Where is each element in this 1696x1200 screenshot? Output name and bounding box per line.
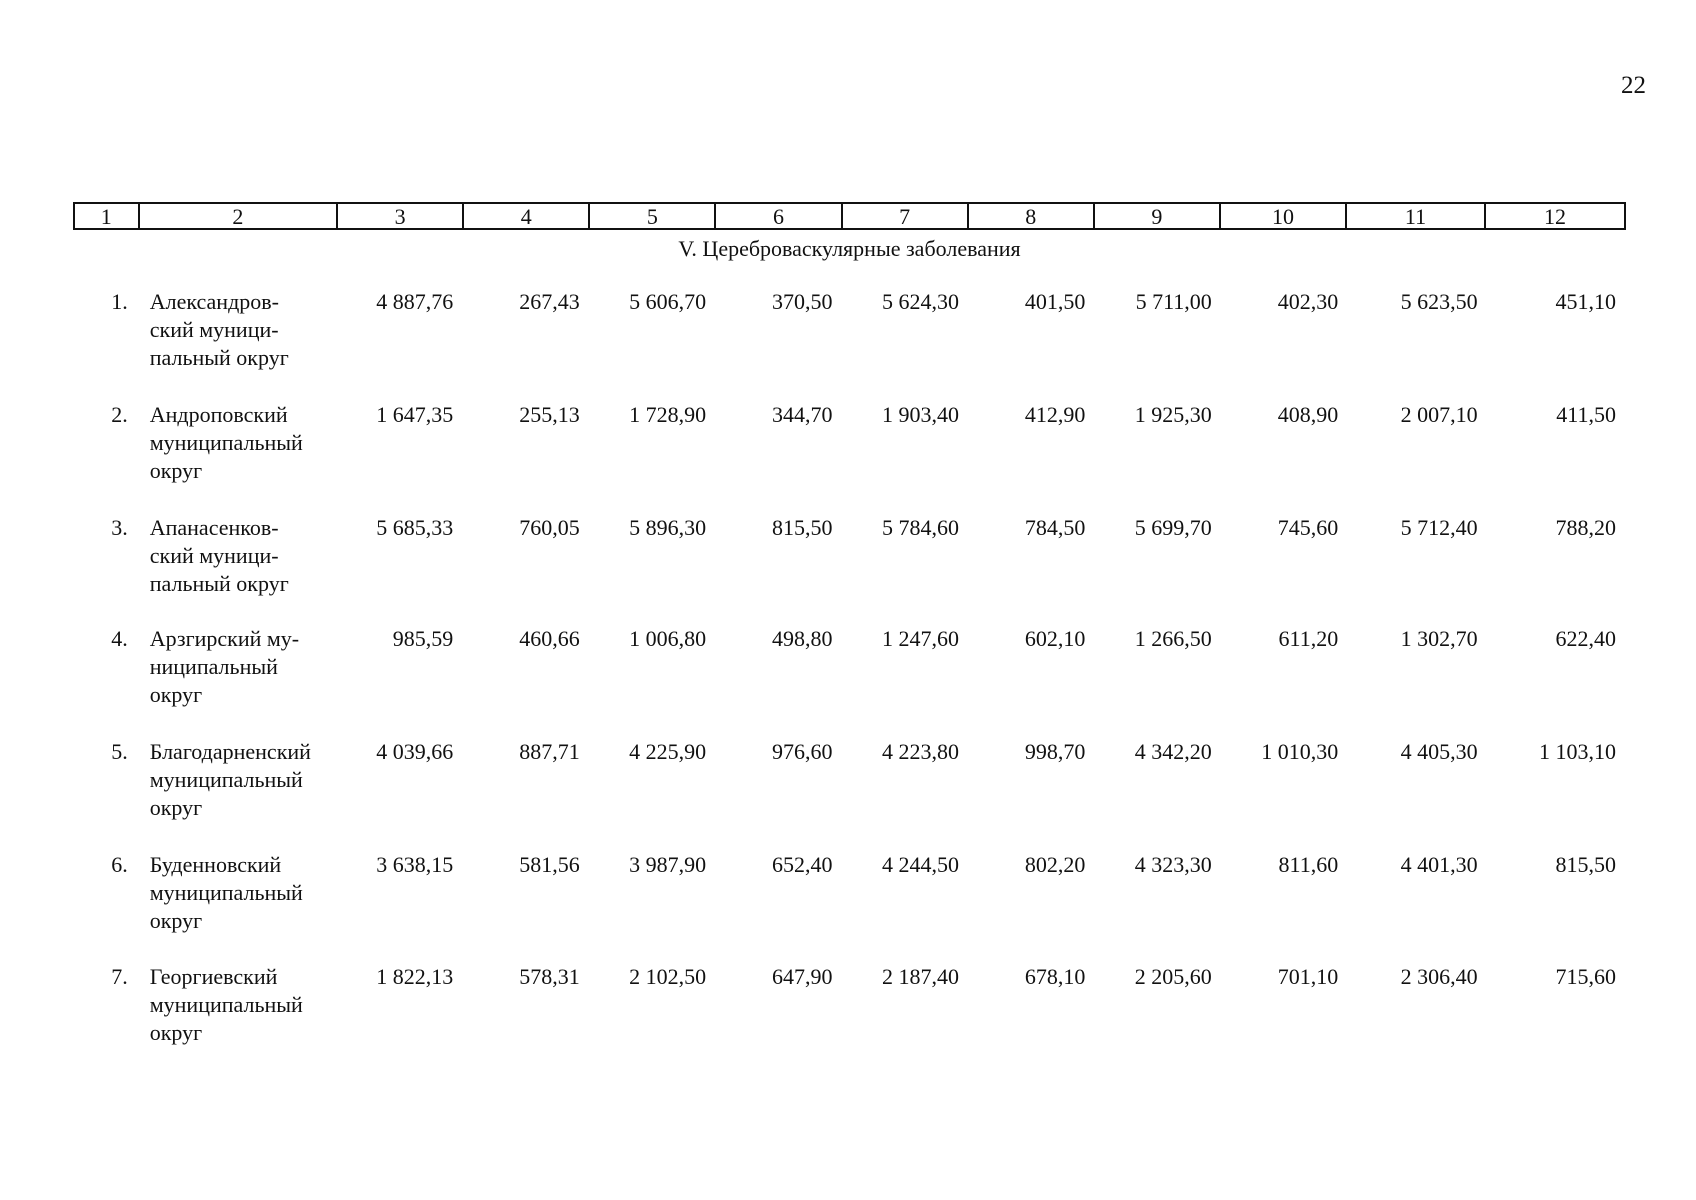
district-name-line: муниципальный	[149, 767, 303, 792]
value-cell: 4 323,30	[1134, 852, 1212, 877]
value-cell: 411,50	[1556, 402, 1616, 427]
value-cell: 5 699,70	[1134, 515, 1212, 540]
value-cell: 622,40	[1555, 626, 1616, 651]
value-cell: 401,50	[1024, 289, 1086, 314]
district-name-line: ский муници-	[149, 317, 279, 342]
district-name-line: Андроповский	[149, 402, 288, 427]
value-cell: 5 712,40	[1400, 515, 1478, 540]
value-cell: 4 039,66	[376, 739, 454, 764]
value-cell: 652,40	[772, 852, 833, 877]
value-cell: 5 685,33	[376, 515, 454, 540]
header-cell: 3	[338, 204, 464, 228]
table-row	[73, 738, 1626, 822]
header-cell: 4	[464, 204, 590, 228]
header-cell: 12	[1544, 204, 1567, 229]
header-cell: 2	[140, 204, 339, 228]
value-cell: 4 887,76	[376, 289, 454, 314]
district-name-line: ский муници-	[149, 543, 279, 568]
table-row	[73, 401, 1626, 485]
value-cell: 1 728,90	[629, 402, 707, 427]
district-name-line: Буденновский	[149, 852, 282, 877]
value-cell: 1 822,13	[376, 964, 454, 989]
district-name	[138, 851, 337, 935]
value-cell: 412,90	[1024, 402, 1086, 427]
district-name-line: Арзгирский му-	[149, 626, 300, 651]
value-cell: 1 302,70	[1400, 626, 1478, 651]
district-name	[138, 514, 337, 598]
value-cell: 1 247,60	[881, 626, 959, 651]
value-cell: 581,56	[519, 852, 580, 877]
value-cell: 5 784,60	[881, 515, 959, 540]
value-cell: 3 987,90	[629, 852, 707, 877]
value-cell: 344,70	[772, 402, 833, 427]
value-cell: 578,31	[519, 964, 580, 989]
value-cell: 701,10	[1277, 964, 1339, 989]
district-name-line: Апанасенков-	[149, 515, 279, 540]
value-cell: 3 638,15	[376, 852, 454, 877]
district-name-line: пальный округ	[149, 571, 289, 596]
district-name	[138, 738, 337, 822]
district-name-line: пальный округ	[149, 345, 289, 370]
district-name-line: Благодарненский	[149, 739, 311, 764]
row-number: 7.	[111, 964, 128, 989]
value-cell: 451,10	[1555, 289, 1616, 314]
value-cell: 887,71	[519, 739, 580, 764]
value-cell: 4 405,30	[1400, 739, 1478, 764]
value-cell: 1 006,80	[629, 626, 707, 651]
value-cell: 2 187,40	[881, 964, 959, 989]
value-cell: 408,90	[1277, 402, 1339, 427]
header-cell: 5	[590, 204, 716, 228]
row-number: 1.	[111, 289, 128, 314]
row-number: 6.	[111, 852, 128, 877]
table-header-row	[73, 202, 1626, 230]
value-cell: 370,50	[772, 289, 833, 314]
header-cell: 8	[969, 204, 1095, 228]
row-number: 5.	[111, 739, 128, 764]
district-name	[138, 625, 337, 709]
value-cell: 460,66	[519, 626, 580, 651]
value-cell: 745,60	[1277, 515, 1339, 540]
value-cell: 1 647,35	[376, 402, 454, 427]
value-cell: 1 103,10	[1538, 739, 1616, 764]
value-cell: 647,90	[772, 964, 833, 989]
value-cell: 1 925,30	[1134, 402, 1212, 427]
value-cell: 976,60	[772, 739, 833, 764]
value-cell: 4 244,50	[881, 852, 959, 877]
row-number: 2.	[111, 402, 128, 427]
district-name-line: округ	[149, 1020, 203, 1045]
value-cell: 811,60	[1278, 852, 1339, 877]
value-cell: 815,50	[772, 515, 833, 540]
value-cell: 784,50	[1024, 515, 1086, 540]
value-cell: 5 624,30	[881, 289, 959, 314]
district-name	[138, 288, 337, 372]
value-cell: 5 896,30	[629, 515, 707, 540]
value-cell: 1 903,40	[881, 402, 959, 427]
value-cell: 5 623,50	[1400, 289, 1478, 314]
value-cell: 5 711,00	[1135, 289, 1212, 314]
header-cell: 9	[1095, 204, 1221, 228]
value-cell: 2 205,60	[1134, 964, 1212, 989]
table-row	[73, 851, 1626, 935]
section-title: V. Цереброваскулярные заболевания	[678, 236, 1021, 261]
value-cell: 2 102,50	[629, 964, 707, 989]
value-cell: 1 010,30	[1261, 739, 1339, 764]
table-row	[73, 514, 1626, 598]
value-cell: 985,59	[392, 626, 454, 651]
value-cell: 498,80	[772, 626, 833, 651]
value-cell: 2 306,40	[1400, 964, 1478, 989]
table-row	[73, 288, 1626, 372]
value-cell: 267,43	[519, 289, 580, 314]
district-name-line: Александров-	[149, 289, 279, 314]
value-cell: 402,30	[1277, 289, 1339, 314]
table-row	[73, 963, 1626, 1047]
row-number: 4.	[111, 626, 128, 651]
district-name	[138, 401, 337, 485]
district-name-line: округ	[149, 908, 203, 933]
value-cell: 678,10	[1024, 964, 1086, 989]
district-name-line: округ	[149, 682, 203, 707]
value-cell: 802,20	[1024, 852, 1086, 877]
header-cell: 11	[1347, 204, 1486, 228]
header-cell: 1	[75, 204, 140, 228]
header-cell: 10	[1221, 204, 1347, 228]
value-cell: 4 225,90	[629, 739, 707, 764]
district-name-line: муниципальный	[149, 992, 303, 1017]
value-cell: 4 223,80	[881, 739, 959, 764]
district-name-line: округ	[149, 795, 203, 820]
value-cell: 5 606,70	[629, 289, 707, 314]
value-cell: 4 342,20	[1134, 739, 1212, 764]
value-cell: 255,13	[519, 402, 580, 427]
value-cell: 611,20	[1278, 626, 1339, 651]
value-cell: 2 007,10	[1400, 402, 1478, 427]
value-cell: 602,10	[1024, 626, 1086, 651]
value-cell: 4 401,30	[1400, 852, 1478, 877]
district-name-line: округ	[149, 458, 203, 483]
district-name-line: Георгиевский	[149, 964, 278, 989]
district-name	[138, 963, 337, 1047]
district-name-line: ниципальный	[149, 654, 278, 679]
page-number: 22	[1621, 72, 1646, 99]
value-cell: 715,60	[1555, 964, 1616, 989]
row-number: 3.	[111, 515, 128, 540]
header-cell: 7	[843, 204, 969, 228]
district-name-line: муниципальный	[149, 430, 303, 455]
value-cell: 1 266,50	[1134, 626, 1212, 651]
district-name-line: муниципальный	[149, 880, 303, 905]
value-cell: 760,05	[519, 515, 580, 540]
header-cell: 6	[716, 204, 842, 228]
value-cell: 998,70	[1024, 739, 1086, 764]
value-cell: 788,20	[1555, 515, 1616, 540]
table-row	[73, 625, 1626, 709]
value-cell: 815,50	[1555, 852, 1616, 877]
